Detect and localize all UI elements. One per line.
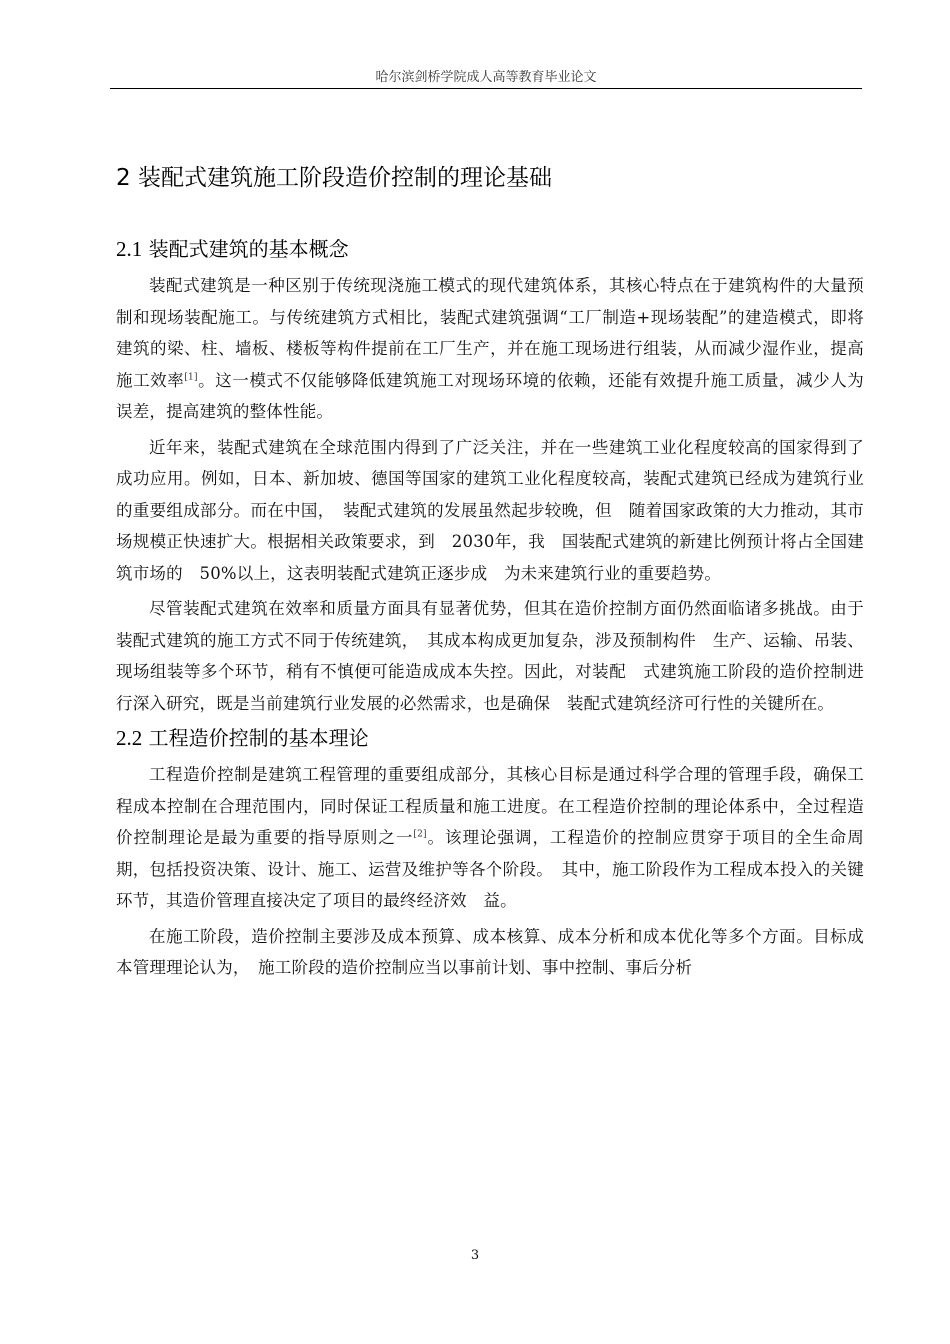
page-number: 3 <box>470 1248 480 1263</box>
citation-marker: [2] <box>413 829 427 840</box>
section-number: 2.1 <box>116 237 143 261</box>
paragraph <box>116 759 864 917</box>
paragraph-text-continued: 。这一模式不仅能够降低建筑施工对现场环境的依赖，还能有效提升施工质量，减少人为误差，提高建筑的整体性能。 <box>116 370 864 421</box>
chapter-title: 2 装配式建筑施工阶段造价控制的理论基础 <box>116 165 552 191</box>
section-title-text: 工程造价控制的基本理论 <box>148 726 369 750</box>
page-body <box>116 150 864 984</box>
paragraph: 尽管装配式建筑在效率和质量方面具有显著优势，但其在造价控制方面仍然面临诸多挑战。由于装配式建筑的施工方式不同于传统建筑， 其成本构成更加复杂，涉及预制构件 生产、运输、吊装、现场组装等多个环节，稍有不慎便可能造成成本失控。因此，对装配 式建筑施工阶段的造价控制进行深入研究，既是当前建筑行业发展的必然需求，也是确保 装配式建筑经济可行性的关键所在。 <box>116 599 864 713</box>
section-heading-2-1 <box>116 234 864 264</box>
paragraph: 在施工阶段，造价控制主要涉及成本预算、成本核算、成本分析和成本优化等多个方面。目标成本管理理论认为， 施工阶段的造价控制应当以事前计划、事中控制、事后分析 <box>116 926 864 977</box>
citation-marker: [1] <box>184 372 198 382</box>
section-heading-2-2 <box>116 723 864 753</box>
paragraph-text: 工程造价控制是建筑工程管理的重要组成部分，其核心目标是通过科学合理的管理手段，确保工程成本控制在合理范围内，同时保证工程质量和施工进度。在工程造价控制的理论体系中，全过程造价控制理论是最为重要的指导原则之一 <box>116 765 864 847</box>
paragraph <box>116 270 864 428</box>
running-header: 哈尔滨剑桥学院成人高等教育毕业论文 <box>375 70 597 85</box>
paragraph-text-continued: 。该理论强调，工程造价的控制应贯穿于项目的全生命周期，包括投资决策、设计、施工、运营及维护等各个阶段。 其中，施工阶段作为工程成本投入的关键环节，其造价管理直接决定了项目的最终经济效 益。 <box>116 828 865 910</box>
section-title-text: 装配式建筑的基本概念 <box>148 237 349 261</box>
section-number: 2.2 <box>116 726 143 750</box>
paragraph: 近年来，装配式建筑在全球范围内得到了广泛关注，并在一些建筑工业化程度较高的国家得到了成功应用。例如，日本、新加坡、德国等国家的建筑工业化程度较高，装配式建筑已经成为建筑行业的重要组成部分。而在中国， 装配式建筑的发展虽然起步较晚，但 随着国家政策的大力推动，其市场规模正快速扩大。根据相关政策要求，到 2030年，我 国装配式建筑的新建比例预计将占全国建筑市场的 50%以上，这表明装配式建筑正逐步成 为未来建筑行业的重要趋势。 <box>116 437 864 583</box>
paragraph-text: 装配式建筑是一种区别于传统现浇施工模式的现代建筑体系，其核心特点在于建筑构件的大量预制和现场装配施工。与传统建筑方式相比，装配式建筑强调“工厂制造+现场装配”的建造模式，即将建筑的梁、柱、墙板、楼板等构件提前在工厂生产，并在施工现场进行组装，从而减少湿作业，提高施工效率 <box>116 276 864 390</box>
header-rule <box>110 88 862 89</box>
